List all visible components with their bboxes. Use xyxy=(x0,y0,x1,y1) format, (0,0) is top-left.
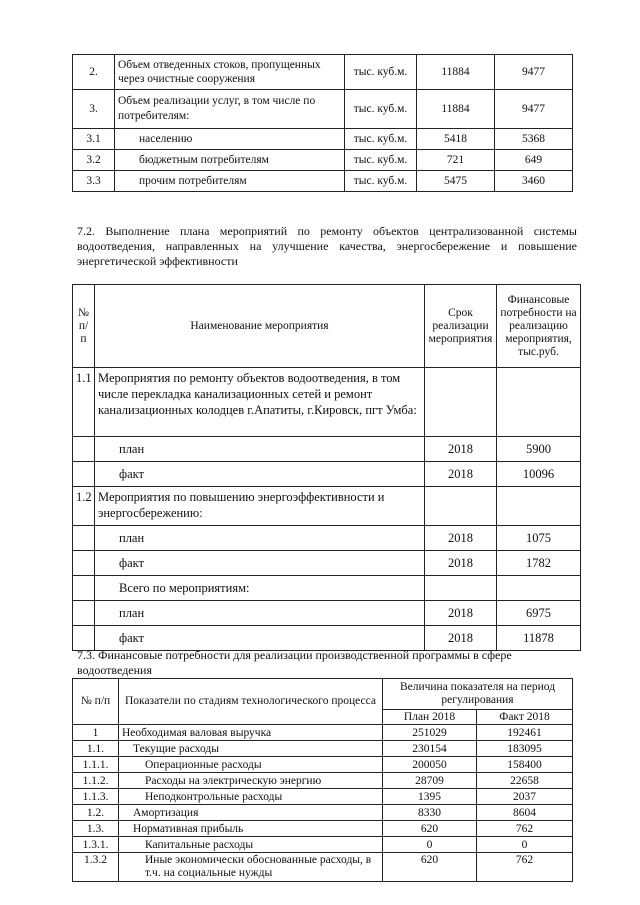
row-name: Необходимая валовая выручка xyxy=(119,725,383,741)
table-row xyxy=(73,837,573,853)
row-name: Объем отведенных стоков, пропущенных через очистные сооружения xyxy=(115,55,345,90)
row-number: 1.1 xyxy=(73,368,95,437)
section-7-2-heading: 7.2. Выполнение плана мероприятий по ремонту объектов централизованной системы водоотведения, направленных на улучшение качества, энергосбережение и повышение энергетической эффективности xyxy=(77,224,577,268)
row-plan: 721 xyxy=(417,150,495,171)
row-name: населению xyxy=(115,129,345,150)
row-number xyxy=(73,526,95,551)
row-finance: 11878 xyxy=(497,626,581,651)
header-term: Срок реализации мероприятия xyxy=(425,285,497,368)
header-finance: Финансовые потребности на реализацию мероприятия, тыс.руб. xyxy=(497,285,581,368)
table-row xyxy=(73,55,573,90)
table-row xyxy=(73,368,581,437)
row-name: Мероприятия по повышению энергоэффективности и энергосбережению: xyxy=(95,487,425,526)
table-row xyxy=(73,853,573,882)
row-finance: 10096 xyxy=(497,462,581,487)
row-name: Объем реализации услуг, в том числе по потребителям: xyxy=(115,90,345,129)
row-term: 2018 xyxy=(425,626,497,651)
row-number xyxy=(73,626,95,651)
row-plan: 8330 xyxy=(383,805,477,821)
table-row xyxy=(73,171,573,192)
row-finance xyxy=(497,368,581,437)
table-row xyxy=(73,526,581,551)
row-name: Капитальные расходы xyxy=(119,837,383,853)
row-name: Операционные расходы xyxy=(119,757,383,773)
row-number: 3. xyxy=(73,90,115,129)
row-name: Мероприятия по ремонту объектов водоотведения, в том числе перекладка канализационных сетей и ремонт канализационных колодцев г.Апатиты, г.Кировск, пгт Умба: xyxy=(95,368,425,437)
row-number: 3.1 xyxy=(73,129,115,150)
header-period-group: Величина показателя на период регулирования xyxy=(383,679,573,710)
row-number: 2. xyxy=(73,55,115,90)
row-fact: 649 xyxy=(495,150,573,171)
row-name: прочим потребителям xyxy=(115,171,345,192)
row-number: 1.2. xyxy=(73,805,119,821)
row-number: 1.2 xyxy=(73,487,95,526)
table-row xyxy=(73,437,581,462)
row-term: 2018 xyxy=(425,526,497,551)
table-row xyxy=(73,462,581,487)
row-name: Амортизация xyxy=(119,805,383,821)
row-plan: 1395 xyxy=(383,789,477,805)
row-name: факт xyxy=(95,551,425,576)
row-number: 1.3. xyxy=(73,821,119,837)
table-row xyxy=(73,150,573,171)
row-fact: 3460 xyxy=(495,171,573,192)
table-row xyxy=(73,601,581,626)
row-term xyxy=(425,576,497,601)
table-row xyxy=(73,821,573,837)
table-row xyxy=(73,805,573,821)
row-term: 2018 xyxy=(425,462,497,487)
row-finance: 1075 xyxy=(497,526,581,551)
header-plan: План 2018 xyxy=(383,710,477,725)
row-fact: 183095 xyxy=(477,741,573,757)
row-number: 1.1.2. xyxy=(73,773,119,789)
table-row xyxy=(73,487,581,526)
table-row xyxy=(73,551,581,576)
row-number xyxy=(73,576,95,601)
row-plan: 5418 xyxy=(417,129,495,150)
table-header-row xyxy=(73,679,573,710)
row-fact: 22658 xyxy=(477,773,573,789)
row-plan: 11884 xyxy=(417,90,495,129)
row-number: 1.3.1. xyxy=(73,837,119,853)
row-name: Расходы на электрическую энергию xyxy=(119,773,383,789)
table-row xyxy=(73,90,573,129)
row-unit: тыс. куб.м. xyxy=(345,150,417,171)
row-unit: тыс. куб.м. xyxy=(345,55,417,90)
row-plan: 0 xyxy=(383,837,477,853)
row-fact: 158400 xyxy=(477,757,573,773)
row-plan: 11884 xyxy=(417,55,495,90)
header-name: Показатели по стадиям технологического процесса xyxy=(119,679,383,725)
header-fact: Факт 2018 xyxy=(477,710,573,725)
table-row xyxy=(73,129,573,150)
row-name: факт xyxy=(95,462,425,487)
row-number xyxy=(73,437,95,462)
table-row xyxy=(73,757,573,773)
table-header-row xyxy=(73,285,581,368)
row-name: Иные экономически обоснованные расходы, в т.ч. на социальные нужды xyxy=(119,853,383,882)
row-fact: 762 xyxy=(477,821,573,837)
row-number: 3.3 xyxy=(73,171,115,192)
row-name: Неподконтрольные расходы xyxy=(119,789,383,805)
row-number: 1.1.1. xyxy=(73,757,119,773)
row-finance: 5900 xyxy=(497,437,581,462)
row-name: план xyxy=(95,526,425,551)
row-fact: 9477 xyxy=(495,90,573,129)
row-plan: 200050 xyxy=(383,757,477,773)
row-name: план xyxy=(95,437,425,462)
row-finance xyxy=(497,576,581,601)
row-term: 2018 xyxy=(425,437,497,462)
row-number: 1.1. xyxy=(73,741,119,757)
row-fact: 9477 xyxy=(495,55,573,90)
row-name: факт xyxy=(95,626,425,651)
table-row xyxy=(73,626,581,651)
row-number: 1.3.2 xyxy=(73,853,119,882)
row-unit: тыс. куб.м. xyxy=(345,90,417,129)
row-term: 2018 xyxy=(425,601,497,626)
table-row xyxy=(73,773,573,789)
row-term: 2018 xyxy=(425,551,497,576)
row-name: Текущие расходы xyxy=(119,741,383,757)
row-fact: 762 xyxy=(477,853,573,882)
row-number xyxy=(73,462,95,487)
row-fact: 8604 xyxy=(477,805,573,821)
header-name: Наименование мероприятия xyxy=(95,285,425,368)
row-name: план xyxy=(95,601,425,626)
row-plan: 28709 xyxy=(383,773,477,789)
table-row xyxy=(73,741,573,757)
row-finance xyxy=(497,487,581,526)
table-row xyxy=(73,576,581,601)
row-term xyxy=(425,368,497,437)
volume-table xyxy=(72,54,573,192)
row-fact: 0 xyxy=(477,837,573,853)
row-plan: 620 xyxy=(383,853,477,882)
financial-needs-table xyxy=(72,678,573,882)
row-unit: тыс. куб.м. xyxy=(345,129,417,150)
row-plan: 620 xyxy=(383,821,477,837)
row-fact: 2037 xyxy=(477,789,573,805)
header-num: № п/п xyxy=(73,285,95,368)
row-plan: 5475 xyxy=(417,171,495,192)
row-name: Всего по мероприятиям: xyxy=(95,576,425,601)
table-row xyxy=(73,789,573,805)
row-number xyxy=(73,601,95,626)
row-name: Нормативная прибыль xyxy=(119,821,383,837)
row-finance: 6975 xyxy=(497,601,581,626)
measures-table xyxy=(72,284,581,651)
row-unit: тыс. куб.м. xyxy=(345,171,417,192)
row-number xyxy=(73,551,95,576)
header-num: № п/п xyxy=(73,679,119,725)
row-plan: 251029 xyxy=(383,725,477,741)
row-name: бюджетным потребителям xyxy=(115,150,345,171)
row-finance: 1782 xyxy=(497,551,581,576)
row-term xyxy=(425,487,497,526)
row-number: 1.1.3. xyxy=(73,789,119,805)
row-number: 1 xyxy=(73,725,119,741)
section-7-3-heading: 7.3. Финансовые потребности для реализации производственной программы в сфере водоотведения xyxy=(77,648,512,677)
row-fact: 5368 xyxy=(495,129,573,150)
table-row xyxy=(73,725,573,741)
row-number: 3.2 xyxy=(73,150,115,171)
row-fact: 192461 xyxy=(477,725,573,741)
row-plan: 230154 xyxy=(383,741,477,757)
